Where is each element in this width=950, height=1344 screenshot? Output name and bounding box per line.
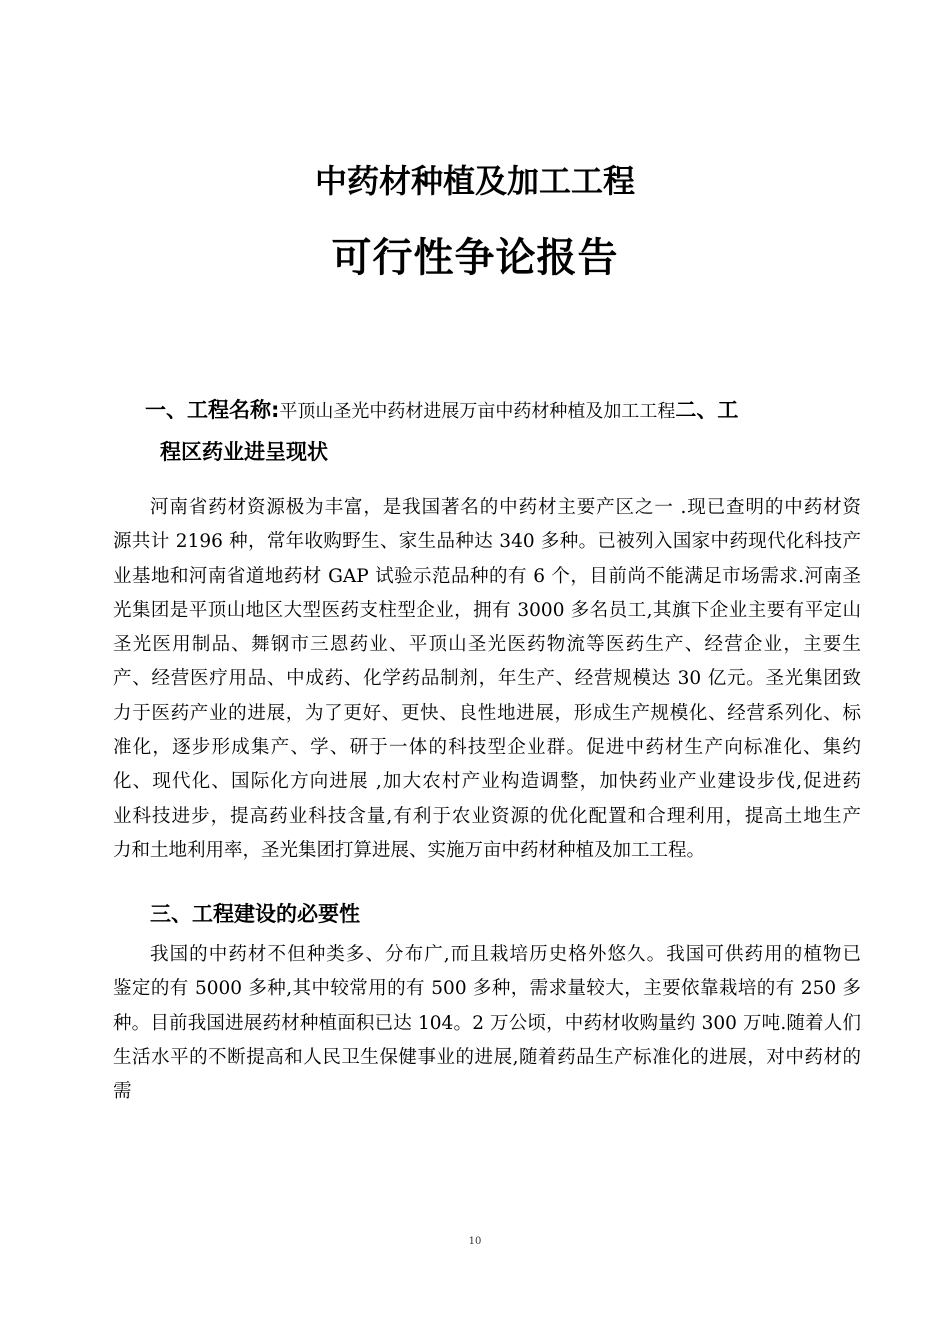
text-line: 光集团是平顶山地区大型医药支柱型企业，拥有 3000 多名员工,其旗下企业主要有平定山: [113, 599, 861, 621]
text-line: 需: [113, 1081, 132, 1103]
text-line: 产、经营医疗用品、中成药、化学药品制剂，年生产、经营规模达 30 亿元。圣光集团致: [113, 668, 861, 690]
project-name: 平顶山圣光中药材进展万亩中药材种植及加工工程: [279, 401, 676, 422]
text-line: 业科技进步，提高药业科技含量,有利于农业资源的优化配置和合理利用，提高土地生产: [113, 805, 861, 827]
text-line: 准化，逐步形成集产、学、研于一体的科技型企业群。促进中药材生产向标准化、集约: [113, 737, 861, 759]
section-2-heading: 程区药业进呈现状: [160, 440, 328, 464]
text-line: 圣光医用制品、舞钢市三恩药业、平顶山圣光医药物流等医药生产、经营企业，主要生: [113, 634, 861, 656]
text-line: 力于医药产业的进展，为了更好、更快、良性地进展，形成生产规模化、经营系列化、标: [113, 702, 861, 724]
page-number: 10: [468, 1236, 482, 1247]
text-line: 化、现代化、国际化方向进展 ,加大农村产业构造调整，加快药业产业建设步伐,促进药: [113, 771, 861, 793]
text-line: 河南省药材资源极为丰富，是我国著名的中药材主要产区之一 .现已查明的中药材资: [150, 497, 861, 518]
text-line: 我国的中药材不但种类多、分布广,而且栽培历史格外悠久。我国可供药用的植物已: [150, 944, 861, 965]
text-line: 种。目前我国进展药材种植面积已达 104。2 万公顷，中药材收购量约 300 万吨.随着人们: [113, 1012, 861, 1034]
text-line: 业基地和河南省道地药材 GAP 试验示范品种的有 6 个，目前尚不能满足市场需求.河南圣: [113, 565, 861, 587]
text-line: 鉴定的有 5000 多种,其中较常用的有 500 多种，需求量较大，主要依靠栽培的有 250 多: [113, 978, 861, 1000]
section-3-heading: 三、工程建设的必要性: [150, 902, 360, 926]
text-line: 力和土地利用率，圣光集团打算进展、实施万亩中药材种植及加工工程。: [113, 839, 706, 861]
text-line: 生活水平的不断提高和人民卫生保健事业的进展,随着药品生产标准化的进展，对中药材的: [113, 1046, 861, 1068]
section-1-heading: [145, 394, 738, 424]
document-title: 中药材种植及加工工程: [314, 162, 635, 200]
paragraph-necessity: [113, 938, 861, 1109]
text-line: 源共计 2196 种，常年收购野生、家生品种达 340 多种。已被列入国家中药现代化科技产: [113, 531, 861, 553]
paragraph-industry-status: [113, 491, 861, 868]
document-subtitle: 可行性争论报告: [331, 235, 619, 281]
section-1-label: 一、工程名称:: [145, 398, 280, 422]
section-2-label-part1: 二、工: [675, 398, 739, 422]
